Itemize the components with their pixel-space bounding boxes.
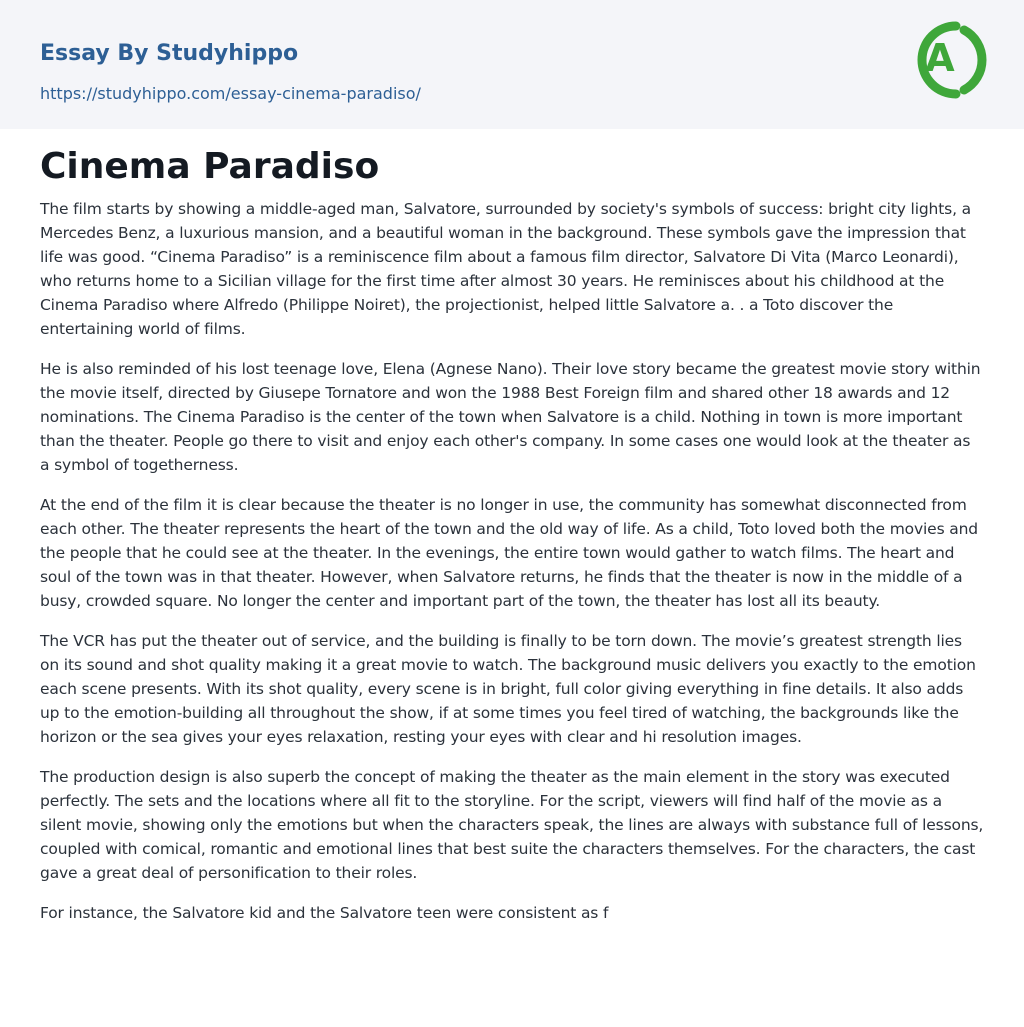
paragraph: The production design is also superb the concept of making the theater as the main element in the story was executed perfectly. The sets and the locations where all fit to the storyline. For the script, viewers will find half of the movie as a silent movie, showing only the emotions but when the characters speak, the lines are always with substance full of lessons, coupled with comical, romantic and emotional lines that best suite the characters themselves. For the characters, the cast gave a great deal of personification to their roles. [40,768,984,882]
essay-url-link[interactable]: https://studyhippo.com/essay-cinema-paradiso/ [40,84,421,103]
site-brand[interactable]: Essay By Studyhippo [40,41,299,66]
logo-letter: A [925,36,955,80]
article-body [0,129,1024,925]
logo-icon[interactable] [910,18,988,106]
paragraph: The film starts by showing a middle-aged man, Salvatore, surrounded by society's symbols of success: bright city lights, a Mercedes Benz, a luxurious mansion, and a beautiful woman in the background. These symbols gave the impression that life was good. “Cinema Paradiso” is a reminiscence film about a famous film director, Salvatore Di Vita (Marco Leonardi), who returns home to a Sicilian village for the first time after almost 30 years. He reminisces about his childhood at the Cinema Paradiso where Alfredo (Philippe Noiret), the projectionist, helped little Salvatore a. . a Toto discover the entertaining world of films. [40,200,971,338]
paragraph: The VCR has put the theater out of service, and the building is finally to be torn down. The movie’s greatest strength lies on its sound and shot quality making it a great movie to watch. The background music delivers you exactly to the emotion each scene presents. With its shot quality, every scene is in bright, full color giving everything in fine details. It also adds up to the emotion-building all throughout the show, if at some times you feel tired of watching, the backgrounds like the horizon or the sea gives your eyes relaxation, resting your eyes with clear and hi resolution images. [40,632,976,746]
page-title: Cinema Paradiso [40,146,380,187]
paragraph: He is also reminded of his lost teenage love, Elena (Agnese Nano). Their love story became the greatest movie story within the movie itself, directed by Giusepe Tornatore and won the 1988 Best Foreign film and shared other 18 awards and 12 nominations. The Cinema Paradiso is the center of the town when Salvatore is a child. Nothing in town is more important than the theater. People go there to visit and enjoy each other's company. In some cases one would look at the theater as a symbol of togetherness. [40,360,981,474]
paragraph-truncated: For instance, the Salvatore kid and the Salvatore teen were consistent as f [40,904,609,922]
site-header [0,0,1024,129]
paragraph: At the end of the film it is clear because the theater is no longer in use, the community has somewhat disconnected from each other. The theater represents the heart of the town and the old way of life. As a child, Toto loved both the movies and the people that he could see at the theater. In the evenings, the entire town would gather to watch films. The heart and soul of the town was in that theater. However, when Salvatore returns, he finds that the theater is now in the middle of a busy, crowded square. No longer the center and important part of the town, the theater has lost all its beauty. [40,496,978,610]
